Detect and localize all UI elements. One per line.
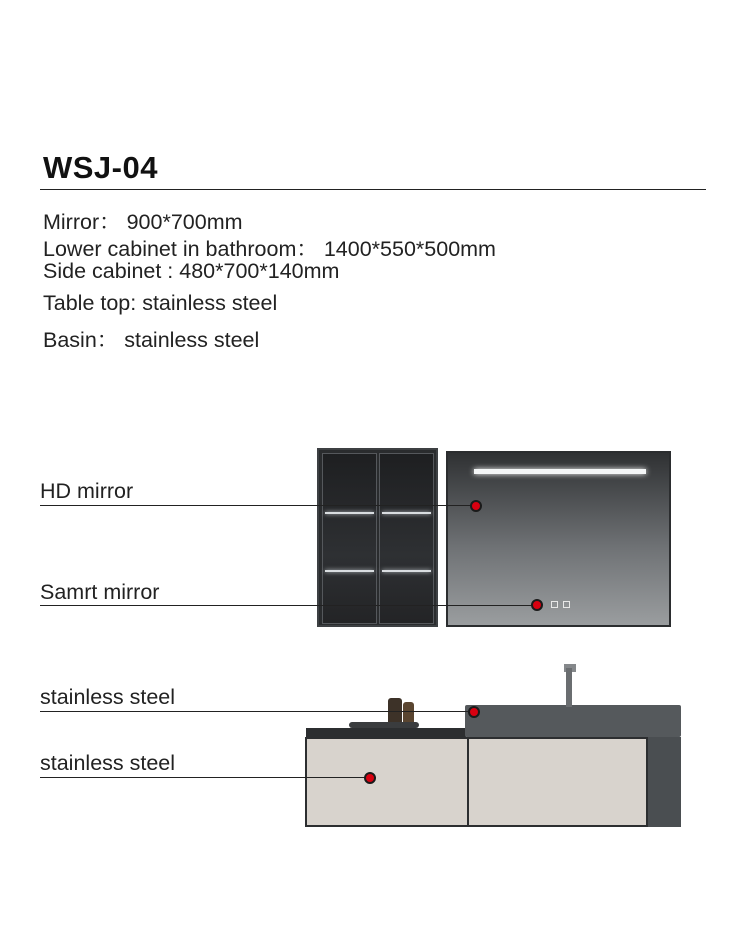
spec-table-top: Table top: stainless steel (43, 291, 278, 315)
touch-sensor-icon (563, 601, 570, 608)
callout-line (40, 605, 537, 606)
side-cabinet-door-right (379, 453, 434, 624)
callout-line (40, 711, 474, 712)
page-title: WSJ-04 (43, 150, 158, 185)
side-cabinet-door-left (322, 453, 377, 624)
cabinet-side-panel (648, 737, 681, 827)
spec-side-cabinet: Side cabinet : 480*700*140mm (43, 259, 340, 283)
led-mirror (446, 451, 671, 627)
faucet-stem (566, 668, 572, 707)
spec-basin: Basin： stainless steel (43, 328, 260, 352)
callout-label-cabinet: stainless steel (40, 751, 176, 775)
callout-marker (470, 500, 482, 512)
touch-sensor-icon (551, 601, 558, 608)
side-cabinet (317, 448, 438, 627)
callout-label-table-top: stainless steel (40, 685, 176, 709)
glass-shelf (325, 570, 374, 572)
callout-label-hd-mirror: HD mirror (40, 479, 134, 503)
glass-shelf (325, 512, 374, 514)
callout-line (40, 505, 476, 506)
callout-line (40, 777, 370, 778)
glass-shelf (382, 570, 431, 572)
callout-marker (468, 706, 480, 718)
callout-marker (531, 599, 543, 611)
title-divider (40, 189, 706, 190)
spec-mirror: Mirror： 900*700mm (43, 210, 243, 234)
lower-cabinet (305, 737, 648, 827)
basin-top (465, 705, 681, 737)
mirror-led-strip (474, 469, 646, 474)
callout-label-smart-mirror: Samrt mirror (40, 580, 160, 604)
callout-marker (364, 772, 376, 784)
drawer-divider (467, 739, 469, 825)
glass-shelf (382, 512, 431, 514)
spec-lower-cabinet: Lower cabinet in bathroom： 1400*550*500mm (43, 237, 496, 261)
soap-bottle (403, 702, 414, 724)
